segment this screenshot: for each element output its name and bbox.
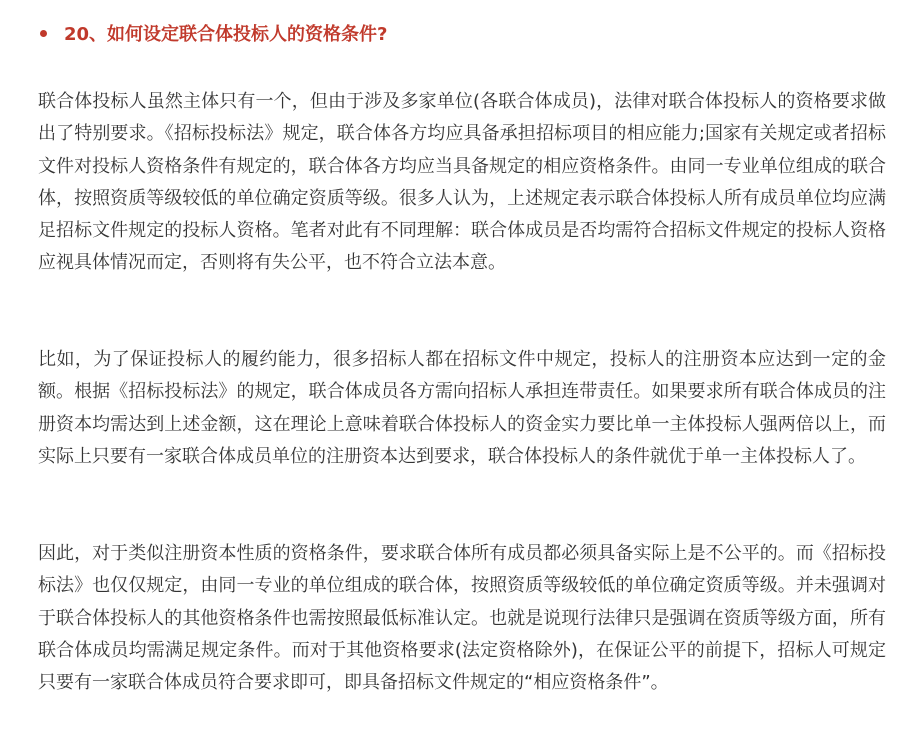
paragraph-3: 因此，对于类似注册资本性质的资格条件，要求联合体所有成员都必须具备实际上是不公平的。而《招标投标法》也仅仅规定，由同一专业的单位组成的联合体，按照资质等级较低的单位确定资质等级。并未强调对于联合体投标人的其他资格条件也需按照最低标准认定。也就是说现行法律只是强调在资质等级方面，所有联合体成员均需满足规定条件。而对于其他资格要求(法定资格除外)，在保证公平的前提下，招标人可规定只要有一家联合体成员符合要求即可，即具备招标文件规定的“相应资格条件”。 [38,543,886,694]
section-heading [38,18,388,48]
paragraph-1: 联合体投标人虽然主体只有一个，但由于涉及多家单位(各联合体成员)，法律对联合体投标人的资格要求做出了特别要求。《招标投标法》规定，联合体各方均应具备承担招标项目的相应能力;国家有关规定或者招标文件对投标人资格条件有规定的，联合体各方均应当具备规定的相应资格条件。由同一专业单位组成的联合体，按照资质等级较低的单位确定资质等级。很多人认为，上述规定表示联合体投标人所有成员单位均应满足招标文件规定的投标人资格。笔者对此有不同理解：联合体成员是否均需符合招标文件规定的投标人资格应视具体情况而定，否则将有失公平，也不符合立法本意。 [38,91,886,274]
bullet-icon [40,30,47,37]
paragraph-2: 比如，为了保证投标人的履约能力，很多招标人都在招标文件中规定，投标人的注册资本应达到一定的金额。根据《招标投标法》的规定，联合体成员各方需向招标人承担连带责任。如果要求所有联合体成员的注册资本均需达到上述金额，这在理论上意味着联合体投标人的资金实力要比单一主体投标人强两倍以上，而实际上只要有一家联合体成员单位的注册资本达到要求，联合体投标人的条件就优于单一主体投标人了。 [38,349,886,467]
heading-text: 20、如何设定联合体投标人的资格条件? [64,24,388,45]
